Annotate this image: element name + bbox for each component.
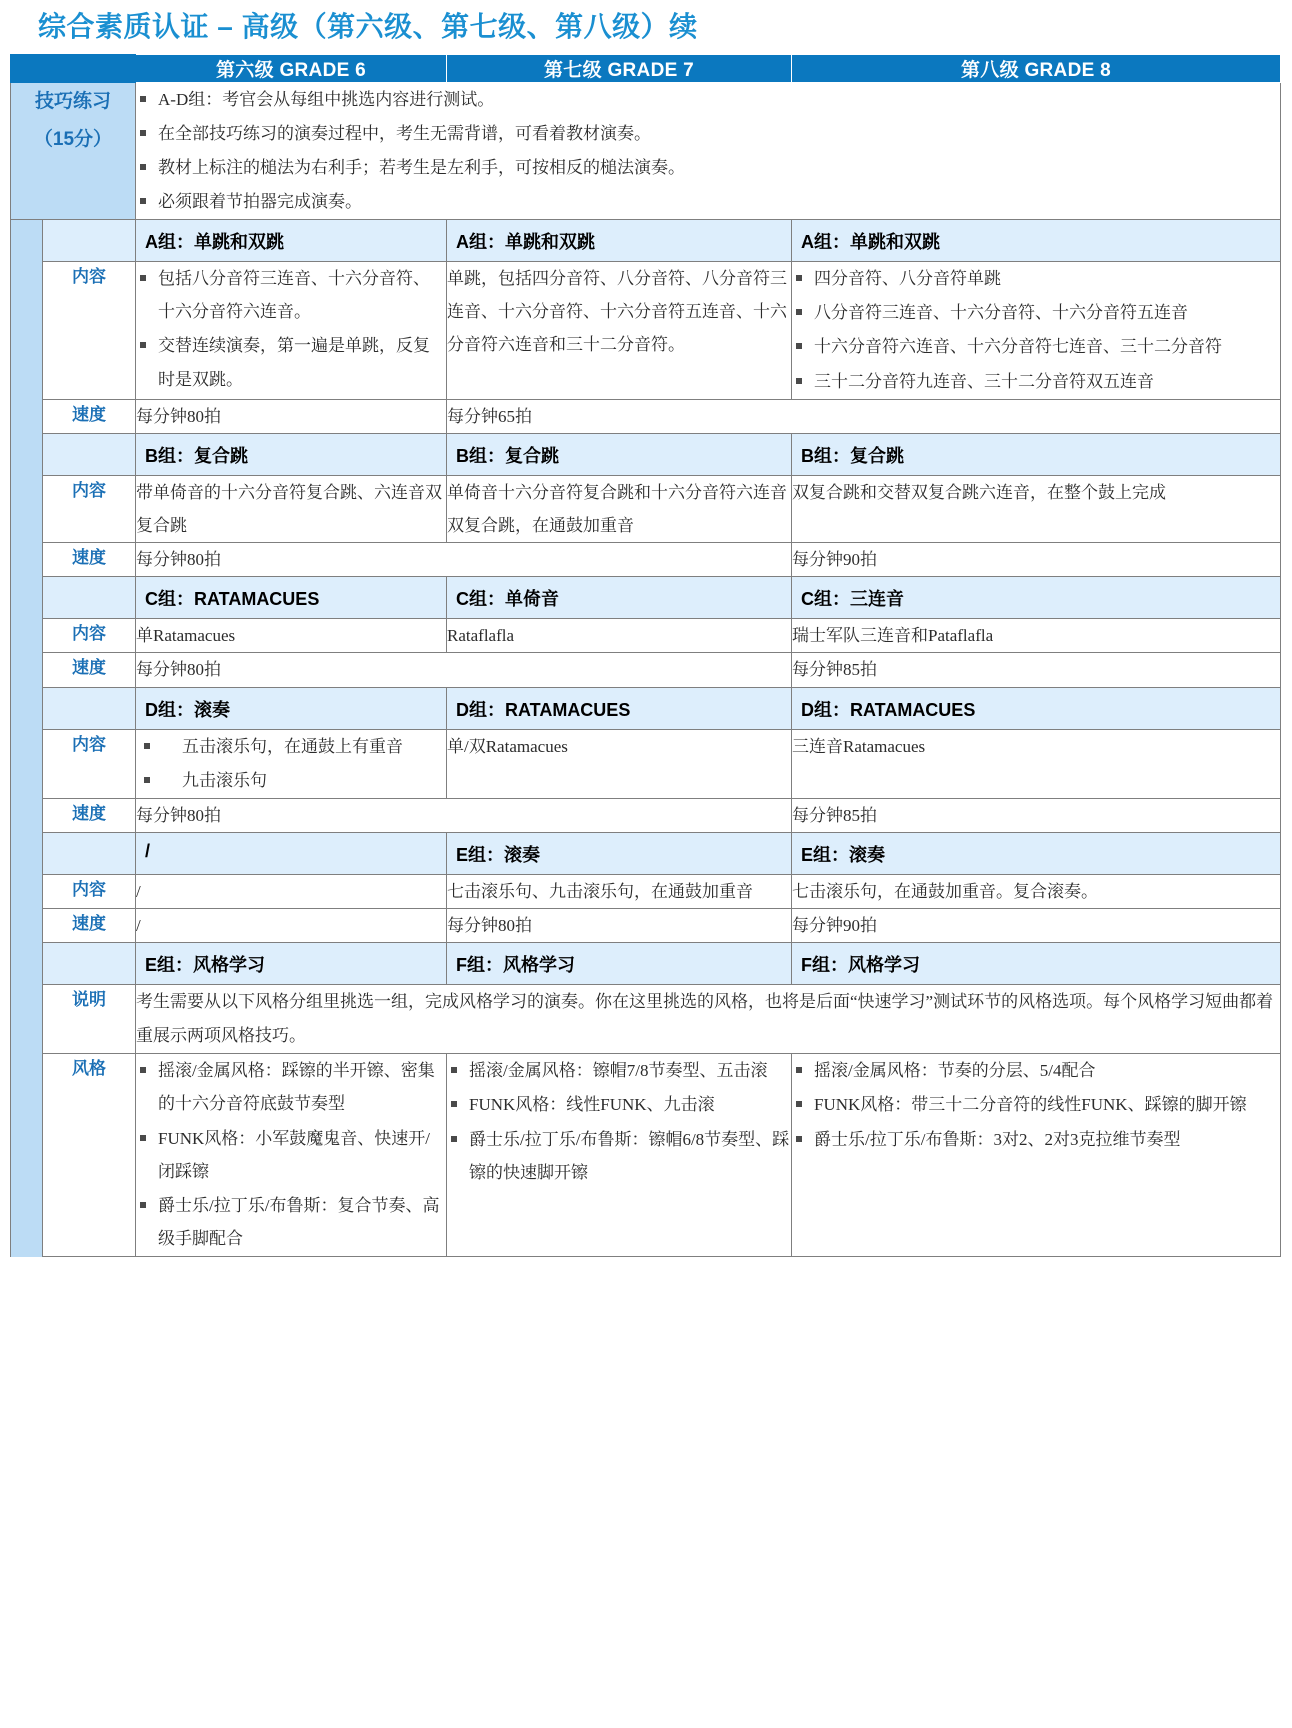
group-d-tempo-row <box>11 798 1281 832</box>
style-band-row <box>11 943 1281 985</box>
list-item: 摇滚/金属风格：节奏的分层、5/4配合 <box>792 1054 1280 1087</box>
list-item: 四分音符、八分音符单跳 <box>792 262 1280 295</box>
group-d-content-g7: 单/双Ratamacues <box>447 729 792 798</box>
group-b-content-g7: 单倚音十六分音符复合跳和十六分音符六连音双复合跳，在通鼓加重音 <box>447 475 792 542</box>
list-item: FUNK风格：带三十二分音符的线性FUNK、踩镲的脚开镲 <box>792 1088 1280 1121</box>
group-e-tempo-g7: 每分钟80拍 <box>447 909 792 943</box>
group-d-tempo-g8: 每分钟85拍 <box>792 798 1281 832</box>
list-item: 爵士乐/拉丁乐/布鲁斯：复合节奏、高级手脚配合 <box>136 1189 446 1255</box>
row-label-tempo: 速度 <box>43 909 136 943</box>
row-label-note: 说明 <box>43 985 136 1054</box>
group-e-tempo-row <box>11 909 1281 943</box>
list-item: 三十二分音符九连音、三十二分音符双五连音 <box>792 365 1280 398</box>
technique-intro-cell <box>136 82 1281 220</box>
row-label-content: 内容 <box>43 262 136 400</box>
group-c-tempo-row <box>11 653 1281 687</box>
group-e-band-g8: E组：滚奏 <box>792 832 1281 874</box>
group-b-content-row <box>11 475 1281 542</box>
group-d-content-g6 <box>136 729 447 798</box>
group-a-band-g7: A组：单跳和双跳 <box>447 220 792 262</box>
style-band-g6: E组：风格学习 <box>136 943 447 985</box>
grade-requirements-table <box>10 54 1281 1258</box>
group-c-content-g7: Rataflafla <box>447 619 792 653</box>
row-label-content: 内容 <box>43 475 136 542</box>
group-a-band-label <box>43 220 136 262</box>
technique-intro-row <box>11 82 1281 220</box>
group-c-tempo-g6-g7: 每分钟80拍 <box>136 653 792 687</box>
group-d-band-label <box>43 687 136 729</box>
group-c-content-g6: 单Ratamacues <box>136 619 447 653</box>
group-d-band-g6: D组：滚奏 <box>136 687 447 729</box>
group-a-tempo-row <box>11 399 1281 433</box>
row-label-content: 内容 <box>43 729 136 798</box>
group-a-content-row <box>11 262 1281 400</box>
list-item: 摇滚/金属风格：镲帽7/8节奏型、五击滚 <box>447 1054 791 1087</box>
group-a-content-g6 <box>136 262 447 400</box>
group-b-band-row <box>11 433 1281 475</box>
row-label-content: 内容 <box>43 619 136 653</box>
style-g6-list <box>136 1054 446 1255</box>
list-item: 教材上标注的槌法为右利手；若考生是左利手，可按相反的槌法演奏。 <box>136 151 1280 184</box>
group-d-content-row <box>11 729 1281 798</box>
list-item: 八分音符三连音、十六分音符、十六分音符五连音 <box>792 296 1280 329</box>
group-c-band-g8: C组：三连音 <box>792 577 1281 619</box>
technique-intro-list <box>136 83 1280 219</box>
left-accent-strip <box>11 220 43 1257</box>
style-g7-list <box>447 1054 791 1189</box>
style-list-row <box>11 1054 1281 1257</box>
group-e-band-g6: / <box>136 832 447 874</box>
group-c-content-row <box>11 619 1281 653</box>
group-c-band-g7: C组：单倚音 <box>447 577 792 619</box>
group-c-band-row <box>11 577 1281 619</box>
row-label-style: 风格 <box>43 1054 136 1257</box>
list-item: 在全部技巧练习的演奏过程中，考生无需背谱，可看着教材演奏。 <box>136 117 1280 150</box>
group-b-tempo-g8: 每分钟90拍 <box>792 543 1281 577</box>
row-label-tempo: 速度 <box>43 399 136 433</box>
list-item: 五击滚乐句，在通鼓上有重音 <box>136 730 446 763</box>
header-grade-6: 第六级 GRADE 6 <box>136 54 447 82</box>
group-b-tempo-row <box>11 543 1281 577</box>
list-item: 必须跟着节拍器完成演奏。 <box>136 185 1280 218</box>
group-a-content-g8 <box>792 262 1281 400</box>
list-item: 爵士乐/拉丁乐/布鲁斯：镲帽6/8节奏型、踩镲的快速脚开镲 <box>447 1123 791 1189</box>
style-note-row <box>11 985 1281 1054</box>
row-label-tempo: 速度 <box>43 543 136 577</box>
row-label-tempo: 速度 <box>43 653 136 687</box>
list-item: FUNK风格：小军鼓魔鬼音、快速开/闭踩镲 <box>136 1122 446 1188</box>
group-d-g6-list <box>136 730 446 797</box>
group-b-tempo-g6-g7: 每分钟80拍 <box>136 543 792 577</box>
style-note-text: 考生需要从以下风格分组里挑选一组，完成风格学习的演奏。你在这里挑选的风格，也将是后面“快速学习”测试环节的风格选项。每个风格学习短曲都着重展示两项风格技巧。 <box>136 985 1281 1054</box>
header-grade-8: 第八级 GRADE 8 <box>792 54 1281 82</box>
list-item: 交替连续演奏，第一遍是单跳，反复时是双跳。 <box>136 329 446 395</box>
group-a-g7-text: 单跳，包括四分音符、八分音符、八分音符三连音、十六分音符、十六分音符五连音、十六分音符六连音和三十二分音符。 <box>447 269 787 355</box>
group-d-band-row <box>11 687 1281 729</box>
header-blank-cell <box>11 54 136 82</box>
header-grade-7: 第七级 GRADE 7 <box>447 54 792 82</box>
group-e-band-label <box>43 832 136 874</box>
group-a-content-g7 <box>447 262 792 400</box>
list-item: FUNK风格：线性FUNK、九击滚 <box>447 1088 791 1121</box>
group-b-content-g6: 带单倚音的十六分音符复合跳、六连音双复合跳 <box>136 475 447 542</box>
group-a-band-row <box>11 220 1281 262</box>
style-band-label <box>43 943 136 985</box>
section-technique-score: （15分） <box>33 128 113 150</box>
section-technique-name: 技巧练习 <box>34 90 111 112</box>
group-a-band-g8: A组：单跳和双跳 <box>792 220 1281 262</box>
list-item: 爵士乐/拉丁乐/布鲁斯：3对2、2对3克拉维节奏型 <box>792 1123 1280 1156</box>
group-e-content-row <box>11 874 1281 908</box>
style-list-g8 <box>792 1054 1281 1257</box>
group-b-band-g6: B组：复合跳 <box>136 433 447 475</box>
list-item: 九击滚乐句 <box>136 764 446 797</box>
style-band-g8: F组：风格学习 <box>792 943 1281 985</box>
style-g8-list <box>792 1054 1280 1155</box>
section-technique-header <box>11 82 136 220</box>
row-label-content: 内容 <box>43 874 136 908</box>
group-d-tempo-g6-g7: 每分钟80拍 <box>136 798 792 832</box>
style-list-g7 <box>447 1054 792 1257</box>
group-c-band-label <box>43 577 136 619</box>
row-label-tempo: 速度 <box>43 798 136 832</box>
group-b-content-g8: 双复合跳和交替双复合跳六连音，在整个鼓上完成 <box>792 475 1281 542</box>
group-d-content-g8: 三连音Ratamacues <box>792 729 1281 798</box>
style-band-g7: F组：风格学习 <box>447 943 792 985</box>
group-a-tempo-g7-g8: 每分钟65拍 <box>447 399 1281 433</box>
group-e-tempo-g8: 每分钟90拍 <box>792 909 1281 943</box>
group-b-band-g8: B组：复合跳 <box>792 433 1281 475</box>
group-e-band-g7: E组：滚奏 <box>447 832 792 874</box>
group-a-band-g6: A组：单跳和双跳 <box>136 220 447 262</box>
group-c-band-g6: C组：RATAMACUES <box>136 577 447 619</box>
group-e-tempo-g6: / <box>136 909 447 943</box>
group-b-band-g7: B组：复合跳 <box>447 433 792 475</box>
table-header-row <box>11 54 1281 82</box>
list-item: A-D组：考官会从每组中挑选内容进行测试。 <box>136 83 1280 116</box>
group-e-band-row <box>11 832 1281 874</box>
list-item: 包括八分音符三连音、十六分音符、十六分音符六连音。 <box>136 262 446 328</box>
group-a-g8-list <box>792 262 1280 398</box>
list-item: 十六分音符六连音、十六分音符七连音、三十二分音符 <box>792 330 1280 363</box>
group-d-band-g8: D组：RATAMACUES <box>792 687 1281 729</box>
group-e-content-g8: 七击滚乐句，在通鼓加重音。复合滚奏。 <box>792 874 1281 908</box>
style-list-g6 <box>136 1054 447 1257</box>
group-b-band-label <box>43 433 136 475</box>
group-c-content-g8: 瑞士军队三连音和Pataflafla <box>792 619 1281 653</box>
group-e-content-g6: / <box>136 874 447 908</box>
group-d-band-g7: D组：RATAMACUES <box>447 687 792 729</box>
page-title: 综合素质认证 – 高级（第六级、第七级、第八级）续 <box>38 11 698 42</box>
group-c-tempo-g8: 每分钟85拍 <box>792 653 1281 687</box>
group-a-g6-list <box>136 262 446 396</box>
group-a-tempo-g6: 每分钟80拍 <box>136 399 447 433</box>
list-item: 摇滚/金属风格：踩镲的半开镲、密集的十六分音符底鼓节奏型 <box>136 1054 446 1120</box>
group-e-content-g7: 七击滚乐句、九击滚乐句，在通鼓加重音 <box>447 874 792 908</box>
